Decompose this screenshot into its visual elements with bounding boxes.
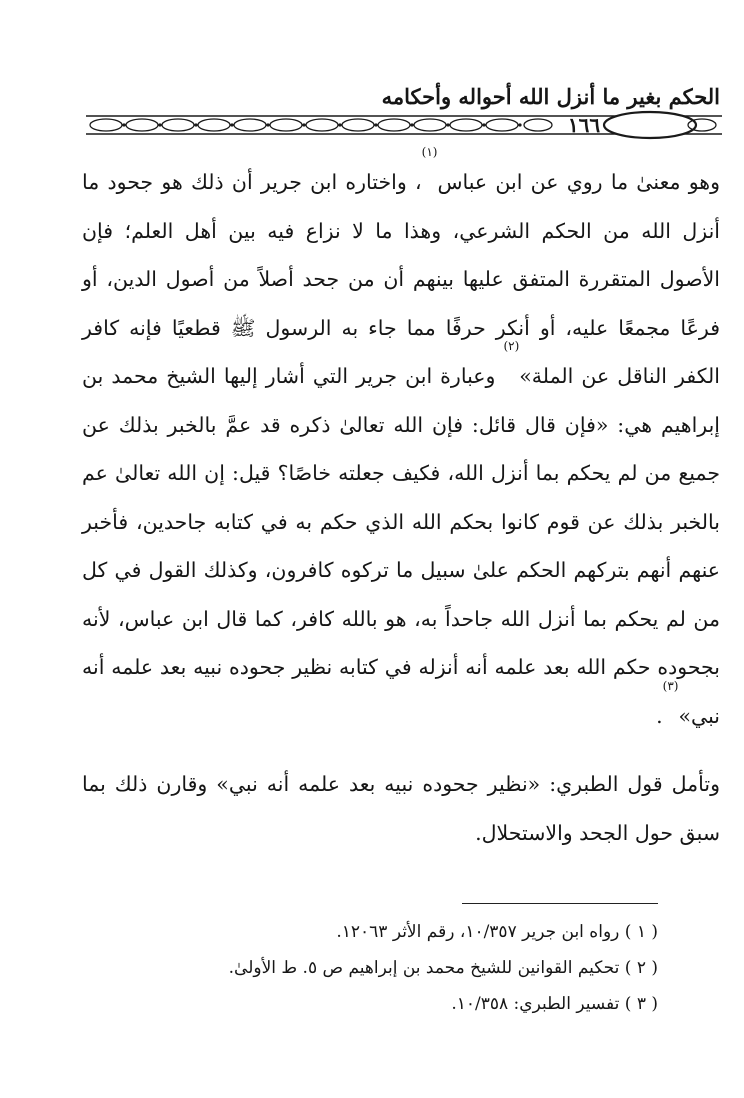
- header-ornament-border: [84, 110, 724, 140]
- paragraph-text: وهو معنىٰ ما روي عن ابن عباس: [437, 170, 720, 194]
- page-number: ١٦٦: [567, 113, 601, 137]
- footnote-separator: [462, 903, 658, 904]
- footnote-marker: (٢): [503, 339, 520, 353]
- footnote: ( ٢ ) تحكيم القوانين للشيخ محمد بن إبراهيم ص ٥. ط الأولىٰ.: [228, 958, 658, 978]
- footnote: ( ٣ ) تفسير الطبري: ١٠/٣٥٨.: [451, 994, 658, 1014]
- main-text: [82, 145, 720, 857]
- paragraph-text: وعبارة ابن جرير التي أشار إليها الشيخ محمد بن إبراهيم هي: «فإن قال قائل: فإن الله تعالىٰ ذكره قد عمَّ بالخبر بذلك عن جميع من لم يحكم بما أنزل الله، فكيف جعلته خاصًا؟ قيل: إن الله تعالىٰ عم بالخبر بذلك عن قوم كانوا بحكم الله الذي حكم به في كتابه جاحدين، فأخبر عنهم أنهم بتركهم الحكم علىٰ سبيل ما تركوه كافرون، وكذلك القول في كل من لم يحكم بما أنزل الله جاحداً به، هو بالله كافر، كما قال ابن عباس، لأنه بجحوده حكم الله بعد علمه أنه أنزله في كتابه نظير جحوده نبيه بعد علمه أنه نبي»: [82, 364, 720, 728]
- paragraph-text: ، واختاره ابن جرير أن ذلك هو جحود ما أنزل الله من الحكم الشرعي، وهذا ما لا نزاع فيه بين أهل العلم؛ فإن الأصول المتقررة المتفق عليها بينهم أن من جحد أصلاً من أصول الدين، أو فرعًا مجمعًا عليه، أو أنكر حرفًا مما جاء به الرسول ﷺ قطعيًا فإنه كافر الكفر الناقل عن الملة»: [82, 170, 720, 388]
- footnote-marker: (١): [421, 145, 438, 159]
- paragraph-text: .: [656, 703, 663, 728]
- running-title: الحكم بغير ما أنزل الله أحواله وأحكامه: [381, 84, 720, 109]
- paragraph: [82, 145, 720, 740]
- footnote: ( ١ ) رواه ابن جرير ١٠/٣٥٧، رقم الأثر ١٢٠٦٣.: [336, 922, 658, 942]
- paragraph: وتأمل قول الطبري: «نظير جحوده نبيه بعد علمه أنه نبي» وقارن ذلك بما سبق حول الجحد والاستحلال.: [82, 772, 720, 845]
- footnote-marker: (٣): [662, 678, 679, 693]
- footnotes: [110, 914, 658, 1022]
